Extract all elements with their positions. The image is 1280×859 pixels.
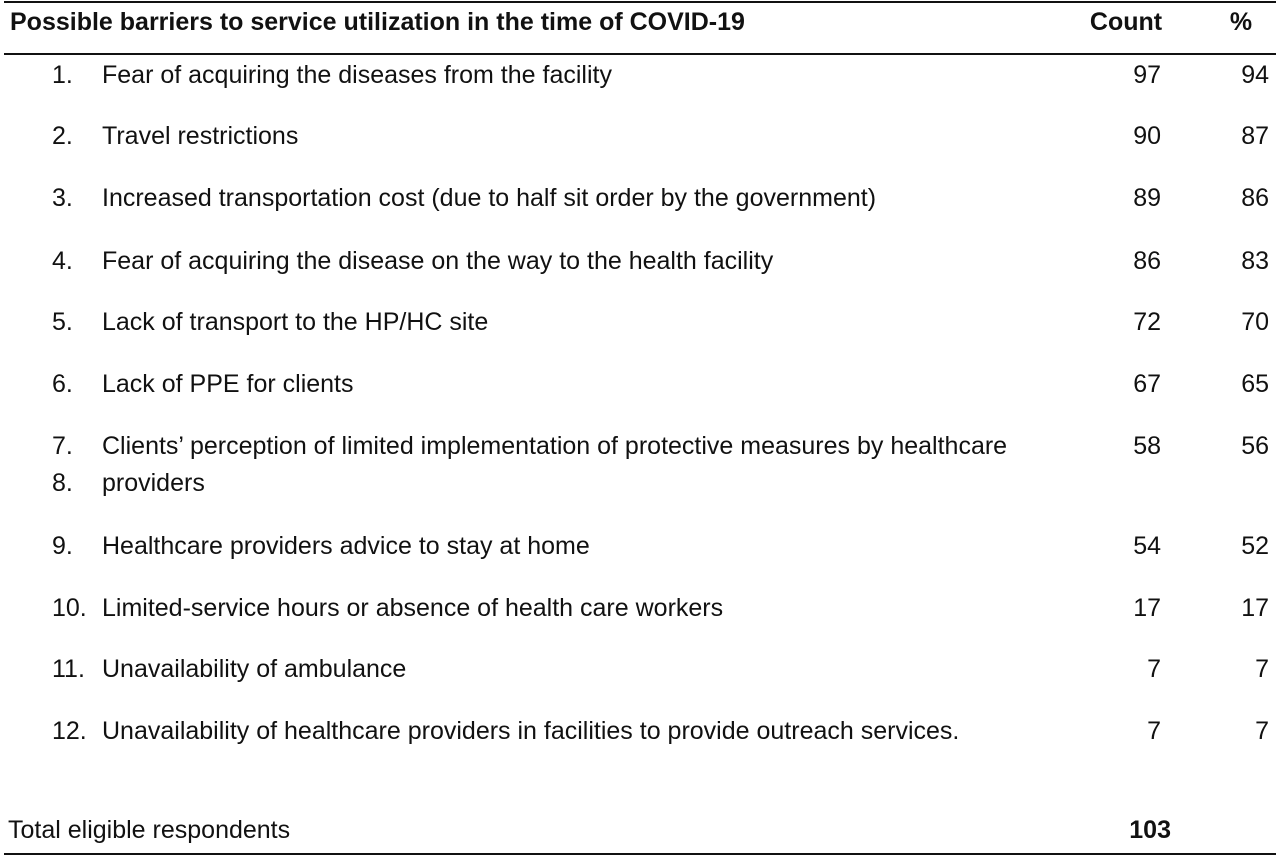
row-number: 11. [52, 655, 85, 683]
row-number-secondary: 8. [52, 469, 73, 497]
row-label: Unavailability of ambulance [102, 655, 407, 683]
row-count: 97 [1133, 61, 1161, 89]
row-count: 7 [1147, 717, 1161, 745]
row-percent: 52 [1241, 532, 1269, 560]
row-count: 7 [1147, 655, 1161, 683]
row-percent: 87 [1241, 122, 1269, 150]
total-label: Total eligible respondents [8, 816, 291, 844]
row-number: 2. [52, 122, 73, 150]
table-header-rule [4, 53, 1276, 55]
row-label: Fear of acquiring the disease on the way to the health facility [102, 247, 774, 275]
row-number: 9. [52, 532, 73, 560]
table-row [4, 428, 1276, 502]
row-label: Limited-service hours or absence of health care workers [102, 594, 724, 622]
row-count: 58 [1133, 432, 1161, 460]
row-label: Clients’ perception of limited implementation of protective measures by healthcare providers [102, 432, 1008, 497]
row-percent: 94 [1241, 61, 1269, 89]
row-number: 12. [52, 717, 87, 745]
row-number: 10. [52, 594, 87, 622]
row-percent: 65 [1241, 370, 1269, 398]
row-number: 1. [52, 61, 73, 89]
row-label: Lack of transport to the HP/HC site [102, 308, 489, 336]
row-label: Fear of acquiring the diseases from the facility [102, 61, 612, 89]
row-number: 6. [52, 370, 73, 398]
table-bottom-rule [4, 853, 1276, 855]
row-count: 54 [1133, 532, 1161, 560]
row-label: Unavailability of healthcare providers in facilities to provide outreach services. [102, 717, 960, 745]
row-count: 17 [1133, 594, 1161, 622]
row-percent: 7 [1255, 717, 1269, 745]
row-percent: 70 [1241, 308, 1269, 336]
table-top-rule [4, 1, 1276, 3]
total-count: 103 [1129, 816, 1171, 844]
row-label: Travel restrictions [102, 122, 299, 150]
row-percent: 83 [1241, 247, 1269, 275]
row-label: Healthcare providers advice to stay at home [102, 532, 590, 560]
row-percent: 17 [1241, 594, 1269, 622]
header-percent: % [1229, 8, 1253, 36]
row-percent: 86 [1241, 184, 1269, 212]
row-number: 3. [52, 184, 73, 212]
barriers-table [4, 0, 1276, 859]
header-barriers: Possible barriers to service utilization in the time of COVID-19 [10, 8, 745, 36]
row-percent: 7 [1255, 655, 1269, 683]
row-percent: 56 [1241, 432, 1269, 460]
row-label: Lack of PPE for clients [102, 370, 354, 398]
row-number: 7. [52, 432, 73, 460]
row-count: 86 [1133, 247, 1161, 275]
row-number: 5. [52, 308, 73, 336]
row-count: 72 [1133, 308, 1161, 336]
row-label: Increased transportation cost (due to half sit order by the government) [102, 184, 877, 212]
row-number: 4. [52, 247, 73, 275]
table-row [4, 713, 1276, 787]
row-count: 90 [1133, 122, 1161, 150]
row-count: 67 [1133, 370, 1161, 398]
header-count: Count [1089, 8, 1163, 36]
row-count: 89 [1133, 184, 1161, 212]
